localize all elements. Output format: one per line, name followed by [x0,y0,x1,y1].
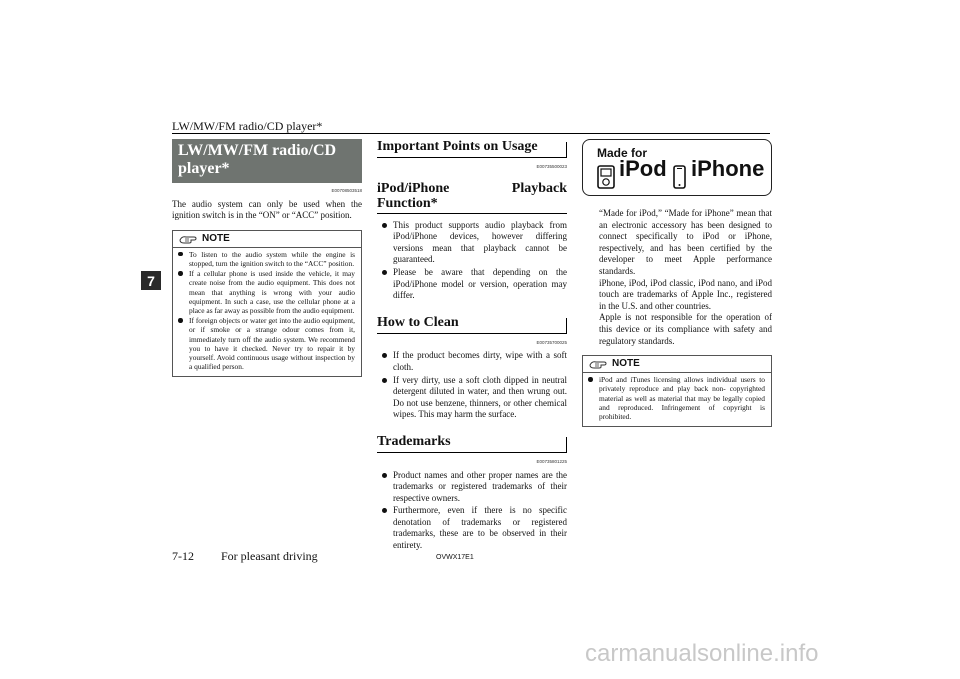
bullet-icon [588,377,593,382]
note-rule [583,372,771,373]
bullet-icon [178,252,183,257]
note-item: If foreign objects or water get into the audio equipment, or if smoke or a strange odour comes from it, immediately turn off the audio system. We recommend you to have it checked. Never try to repair it by yourself. Avoid continuous usage without inspection by a qualified person. [173,316,361,371]
chapter-tab: 7 [141,271,161,290]
subsection-title-playback: iPod/iPhone Playback Function* [377,180,567,211]
bullet-icon [382,353,387,358]
column-right [582,139,772,427]
clean-list [377,350,567,421]
section-title-clean: How to Clean [377,315,567,331]
made-for-badge [582,139,772,196]
section-code: E00735500023 [536,164,567,169]
subsection-rule [377,213,567,214]
bullet-icon [382,270,387,275]
list-item: Please be aware that depending on the iPod/iPhone model or version, operation may differ. [377,267,567,302]
paragraph-made-for: “Made for iPod,” “Made for iPhone” mean that an electronic accessory has been designed to connect specifically to iPod or iPhone, respectively, and has been certified by the developer to meet Apple performance standards. [599,208,772,276]
note-header [173,231,361,247]
header-rule [172,133,770,134]
note-hand-icon [179,233,199,244]
note-box [582,355,772,427]
note-label: NOTE [202,232,230,244]
page-number: 7-12 [172,549,194,563]
section-title-usage: Important Points on Usage [377,139,567,155]
section-code: E00708503518 [331,188,362,193]
note-list [173,250,361,372]
bullet-icon [382,223,387,228]
intro-paragraph: The audio system can only be used when the ignition switch is in the “ON” or “ACC” position. [172,198,362,221]
column-middle [377,139,567,553]
playback-list [377,220,567,302]
note-list [583,375,771,421]
note-label: NOTE [612,358,640,370]
badge-iphone: iPhone [691,156,765,181]
list-item: Furthermore, even if there is no specific denotation of trademarks or registered trademarks, these are to be observed in their entirety. [377,505,567,551]
note-item: iPod and iTunes licensing allows individual users to privately reproduce and play back non- copyrighted material as well as material that may be legally copied and reproduced. Infringement of copyright is prohibited. [583,375,771,421]
bullet-icon [382,473,387,478]
iphone-device-icon [673,165,686,189]
section-code: E00735700025 [536,339,567,345]
note-item: To listen to the audio system while the engine is stopped, turn the ignition switch to the “ACC” position. [173,250,361,268]
running-header: LW/MW/FM radio/CD player* [172,119,323,133]
bullet-icon [178,271,183,276]
trademark-list [377,470,567,552]
paragraph-apple: Apple is not responsible for the operation of this device or its compliance with safety and regulatory standards. [599,312,772,346]
note-box [172,230,362,378]
footer-code: OVWX17E1 [436,554,474,561]
ipod-device-icon [597,165,615,189]
list-item: If the product becomes dirty, wipe with a soft cloth. [377,350,567,373]
column-left [172,139,362,377]
badge-made-for: Made for [597,146,648,160]
badge-ipod: iPod [619,156,667,181]
note-hand-icon [589,358,609,369]
section-code: E00735801225 [536,458,567,464]
bullet-icon [178,318,183,323]
watermark: carmanualsonline.info [585,640,819,667]
list-item: If very dirty, use a soft cloth dipped in neutral detergent diluted in water, and then wrung out. Do not use benzene, thinners, or other chemical wipes. This may harm the surface. [377,375,567,421]
note-rule [173,247,361,248]
paragraph-trademarks: iPhone, iPod, iPod classic, iPod nano, and iPod touch are trademarks of Apple Inc., registered in the U.S. and other countries. [599,277,772,311]
list-item: Product names and other proper names are the trademarks or registered trademarks of their respective owners. [377,470,567,505]
list-item: This product supports audio playback from iPod/iPhone devices, however differing versions mean that playback cannot be guaranteed. [377,220,567,266]
bullet-icon [382,508,387,513]
note-header [583,356,771,372]
note-item: If a cellular phone is used inside the vehicle, it may create noise from the audio equipment. This does not mean that anything is wrong with your audio equipment. In such a case, use the cellular phone at a place as far away as possible from the audio equipment. [173,269,361,315]
footer-section: For pleasant driving [221,549,318,563]
section-title-radio: LW/MW/FM radio/CD player* [172,139,362,183]
bullet-icon [382,378,387,383]
section-title-trademarks: Trademarks [377,434,567,450]
